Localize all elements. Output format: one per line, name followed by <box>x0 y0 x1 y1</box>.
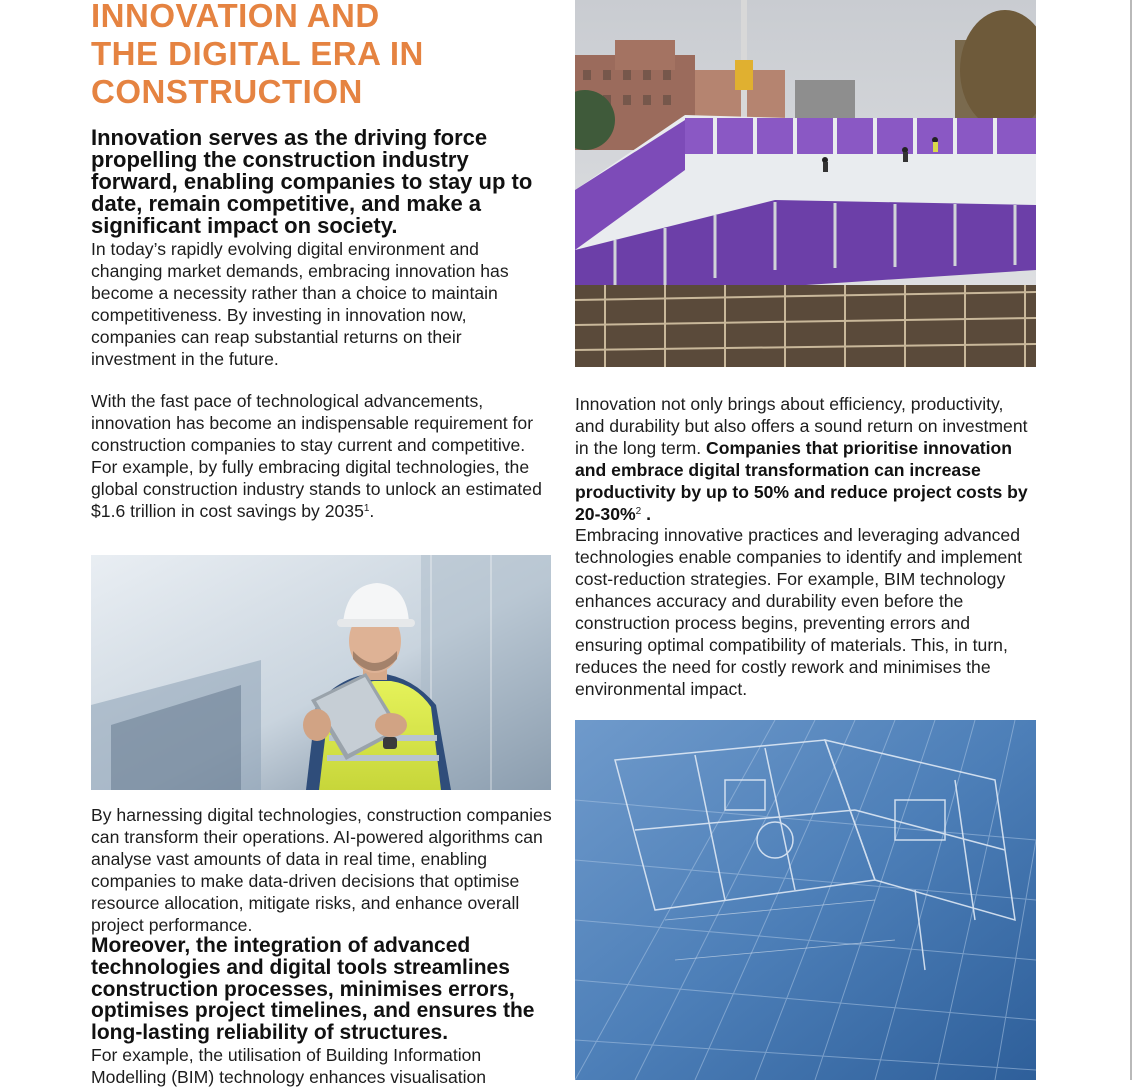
title-line-2: THE DIGITAL ERA IN <box>91 35 424 72</box>
title-line-1: INNOVATION AND <box>91 0 380 34</box>
intro-paragraph: In today’s rapidly evolving digital environment and changing market demands, embracing innovation has become a necessity rather than a choice to maintain competitiveness. By investing in innovation now, companies can reap substantial returns on their investment in the future. <box>91 239 509 369</box>
worker-with-tablet-photo <box>91 555 551 790</box>
lead-paragraph: Innovation serves as the driving force propelling the construction industry forward, enabling companies to stay up to date, remain competitive, and make a significant impact on society. <box>91 125 533 238</box>
advancements-end: . <box>369 500 375 521</box>
roi-rest-text: Embracing innovative practices and leveraging advanced technologies enable companies to identify and implement cost-reduction strategies. For example, BIM technology enhances accuracy and durability even before the construction process begins, preventing errors and ensuring optimal compatibility of materials. This, in turn, reduces the need for costly rework and minimises the environmental impact. <box>575 525 1022 699</box>
roi-paragraph <box>575 394 1037 701</box>
advancements-text: With the fast pace of technological advancements, innovation has become an indispensable requirement for construction companies to stay current and competitive. For example, by fully embracing digital technologies, the global construction industry stands to unlock an estimated $1.6 trillion in cost savings by 2035 <box>91 391 542 521</box>
advancements-paragraph <box>91 391 546 522</box>
roi-bold-end: . <box>641 503 651 524</box>
page-title <box>91 0 531 111</box>
footnote-ref-2[interactable]: 2 <box>635 505 642 517</box>
digital-tech-paragraph: By harnessing digital technologies, construction companies can transform their operations. AI-powered algorithms can analyse vast amounts of data in real time, enabling companies to make data-driven decisions that optimise resource allocation, mitigate risks, and enhance overall project performance. <box>91 805 552 935</box>
construction-site-photo <box>575 0 1036 367</box>
bim-example-paragraph: For example, the utilisation of Building Information Modelling (BIM) technology enhances visualisation <box>91 1045 487 1087</box>
blueprint-skyscraper-photo <box>575 720 1036 1080</box>
title-line-3: CONSTRUCTION <box>91 73 363 110</box>
footnote-ref-1[interactable]: 1 <box>363 502 370 514</box>
integration-bold-paragraph: Moreover, the integration of advanced technologies and digital tools streamlines construction processes, minimises errors, optimises project timelines, and ensures the long-lasting reliability of structures. <box>91 934 535 1045</box>
roi-bold-text: Companies that prioritise innovation and embrace digital transformation can increase productivity by up to 50% and reduce project costs by 20-30% <box>575 437 1028 524</box>
roi-plain-text: Innovation not only brings about efficiency, productivity, and durability but also offers a sound return on investment in the long term. <box>575 394 1028 458</box>
